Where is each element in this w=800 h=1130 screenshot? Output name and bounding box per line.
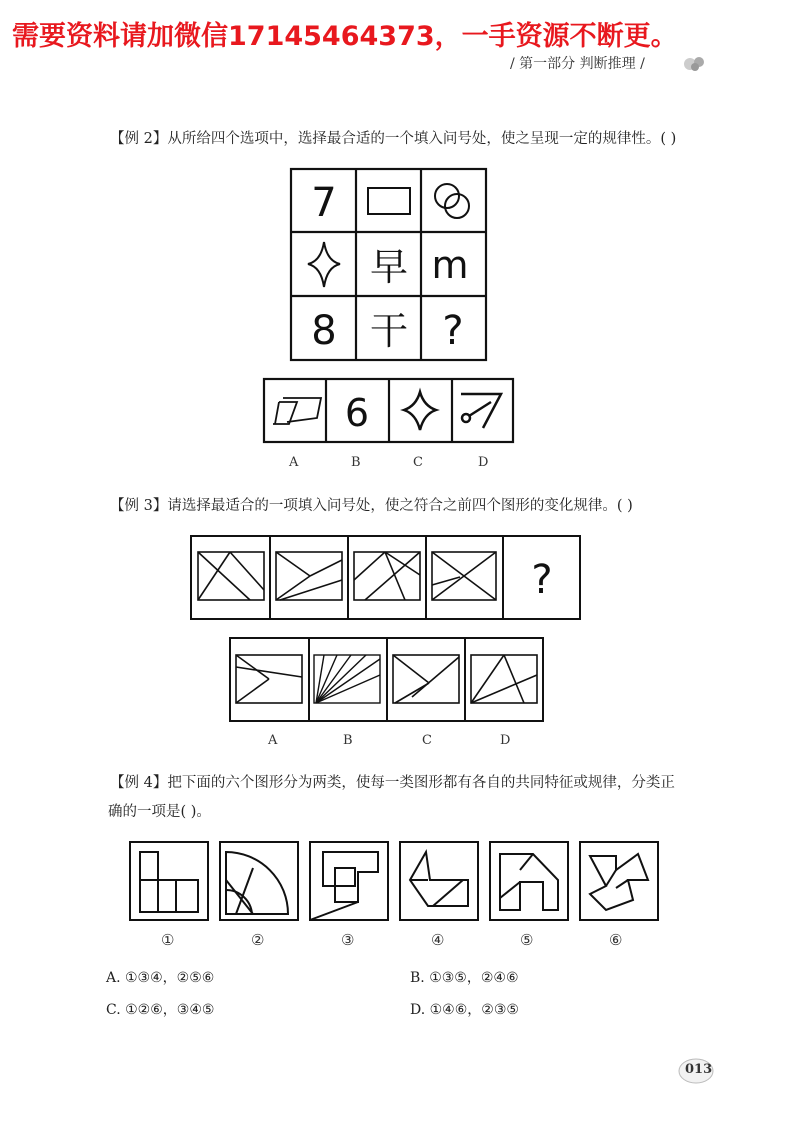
option-d[interactable]: D. ①④⑥，②③⑤ [410, 1002, 519, 1018]
q3-label-b: B [343, 733, 353, 748]
fig-label-2: ② [251, 931, 265, 949]
header-decoration-icon [682, 54, 708, 72]
q4-text-line1: 【例 4】把下面的六个图形分为两类，使每一类图形都有各自的共同特征或规律，分类正 [110, 775, 675, 791]
figure-1 [130, 842, 208, 920]
q3-options [229, 637, 545, 723]
grid-cell-5: 早 [369, 245, 409, 289]
option-a[interactable]: A. ①③④，②⑤⑥ [106, 970, 215, 986]
page-number [678, 1058, 716, 1084]
q3-option-d-figure [471, 655, 537, 703]
seq-figure-4 [432, 552, 496, 600]
option-a-figure [273, 398, 321, 424]
q2-options [263, 378, 515, 444]
q4-figures [128, 840, 660, 924]
figure-4 [400, 842, 478, 920]
q3-option-c-figure [393, 655, 459, 703]
option-b-figure: 6 [344, 391, 370, 435]
grid-cell-1: 7 [311, 180, 337, 226]
watermark-banner: 需要资料请加微信17145464373，一手资源不断更。 [12, 21, 678, 52]
q2-label-a: A [289, 455, 299, 470]
option-d-figure [461, 394, 501, 428]
q2-label-b: B [351, 455, 361, 470]
grid-cell-9: ? [442, 308, 464, 354]
figure-5 [490, 842, 568, 920]
q2-text: 【例 2】从所给四个选项中，选择最合适的一个填入问号处，使之呈现一定的规律性。( ) [110, 131, 677, 147]
fig-label-6: ⑥ [609, 931, 623, 949]
q3-label-c: C [422, 733, 432, 748]
section-header: / 第一部分 判断推理 / [510, 56, 645, 72]
fig-label-5: ⑤ [520, 931, 534, 949]
seq-figure-1 [198, 552, 264, 600]
grid-cell-7: 8 [311, 308, 337, 354]
grid-cell-four-point-star [308, 242, 340, 287]
grid-cell-two-circles [435, 184, 469, 218]
q3-label-a: A [268, 733, 278, 748]
q3-text: 【例 3】请选择最适合的一项填入问号处，使之符合之前四个图形的变化规律。( ) [110, 498, 633, 514]
fig-label-3: ③ [341, 931, 355, 949]
figure-2 [220, 842, 298, 920]
figure-3 [310, 842, 388, 920]
seq-question-mark: ? [531, 557, 553, 603]
grid-cell-rectangle [368, 188, 410, 214]
q3-option-a-figure [236, 655, 302, 703]
grid-cell-8: 干 [369, 309, 409, 353]
q2-label-d: D [478, 455, 489, 470]
option-c-star-icon [404, 392, 436, 430]
option-b[interactable]: B. ①③⑤，②④⑥ [410, 970, 519, 986]
q2-label-c: C [413, 455, 423, 470]
seq-figure-3 [354, 552, 420, 600]
q3-option-b-figure [314, 655, 380, 703]
page-number-text: 013 [685, 1062, 713, 1077]
grid-cell-6: m [431, 243, 469, 287]
fig-label-1: ① [161, 931, 175, 949]
figure-6 [580, 842, 658, 920]
q2-grid [290, 168, 488, 362]
seq-figure-2 [276, 552, 342, 600]
fig-label-4: ④ [431, 931, 445, 949]
q3-label-d: D [500, 733, 511, 748]
option-c[interactable]: C. ①②⑥，③④⑤ [106, 1002, 215, 1018]
q3-sequence [190, 535, 582, 621]
q4-text-line2: 确的一项是( )。 [108, 804, 211, 820]
